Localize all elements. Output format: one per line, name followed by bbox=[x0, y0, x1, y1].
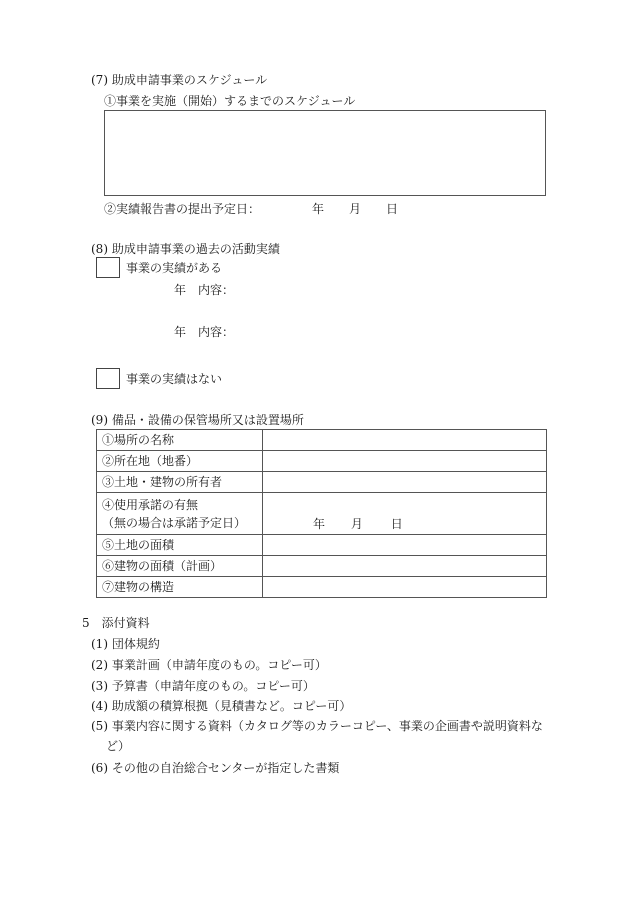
consent-date-day: 日 bbox=[390, 517, 403, 531]
section-7-heading: (7) 助成申請事業のスケジュール bbox=[91, 73, 268, 87]
facility-row-label: ①場所の名称 bbox=[97, 430, 263, 451]
table-row bbox=[97, 451, 547, 472]
past-entry-1: 年 内容： bbox=[174, 283, 235, 297]
facility-row-label: ③土地・建物の所有者 bbox=[97, 472, 263, 493]
list-item: (3) 予算書（申請年度のもの。コピー可） bbox=[91, 679, 315, 693]
facility-row-label: ⑦建物の構造 bbox=[97, 577, 263, 598]
facility-row-label: ⑤土地の面積 bbox=[97, 535, 263, 556]
section-5-heading: 5 添付資料 bbox=[82, 616, 150, 630]
report-date-month: 月 bbox=[349, 202, 362, 216]
schedule-textarea[interactable] bbox=[104, 110, 546, 196]
facility-row-label-consent bbox=[97, 493, 263, 535]
report-date-day: 日 bbox=[386, 202, 399, 216]
consent-date-month: 月 bbox=[350, 517, 363, 531]
facility-row-value[interactable] bbox=[263, 556, 547, 577]
table-row bbox=[97, 535, 547, 556]
section-8-heading: (8) 助成申請事業の過去の活動実績 bbox=[91, 242, 280, 256]
report-date-year: 年 bbox=[312, 202, 325, 216]
has-record-checkbox[interactable] bbox=[96, 257, 120, 278]
table-row bbox=[97, 472, 547, 493]
facility-row-label: ⑥建物の面積（計画） bbox=[97, 556, 263, 577]
list-item: (6) その他の自治総合センターが指定した書類 bbox=[91, 761, 340, 775]
facility-row-value[interactable] bbox=[263, 430, 547, 451]
no-record-checkbox[interactable] bbox=[96, 368, 120, 389]
list-item: (1) 団体規約 bbox=[91, 637, 160, 651]
no-record-label: 事業の実績はない bbox=[126, 372, 223, 386]
facility-row-value[interactable] bbox=[263, 472, 547, 493]
list-item: (5) 事業内容に関する資料（カタログ等のカラーコピー、事業の企画書や説明資料な bbox=[91, 719, 543, 733]
list-item: (4) 助成額の積算根拠（見積書など。コピー可） bbox=[91, 699, 352, 713]
facility-row-label: ②所在地（地番） bbox=[97, 451, 263, 472]
consent-label: ④使用承諾の有無 bbox=[102, 498, 199, 512]
list-item: (2) 事業計画（申請年度のもの。コピー可） bbox=[91, 658, 327, 672]
table-row bbox=[97, 556, 547, 577]
list-item-continuation: ど） bbox=[106, 739, 131, 753]
past-entry-2: 年 内容： bbox=[174, 325, 235, 339]
schedule-sub1-label: ①事業を実施（開始）するまでのスケジュール bbox=[104, 94, 356, 108]
facility-row-value[interactable] bbox=[263, 577, 547, 598]
table-row bbox=[97, 430, 547, 451]
facility-row-value[interactable] bbox=[263, 535, 547, 556]
report-date-label: ②実績報告書の提出予定日： bbox=[104, 202, 261, 216]
consent-date-value[interactable] bbox=[263, 493, 547, 535]
has-record-label: 事業の実績がある bbox=[126, 261, 223, 275]
consent-sub-label: （無の場合は承諾予定日） bbox=[102, 516, 247, 530]
table-row bbox=[97, 577, 547, 598]
table-row bbox=[97, 493, 547, 535]
facility-table bbox=[96, 429, 547, 598]
section-9-heading: (9) 備品・設備の保管場所又は設置場所 bbox=[91, 413, 304, 427]
facility-row-value[interactable] bbox=[263, 451, 547, 472]
consent-date-year: 年 bbox=[313, 517, 326, 531]
